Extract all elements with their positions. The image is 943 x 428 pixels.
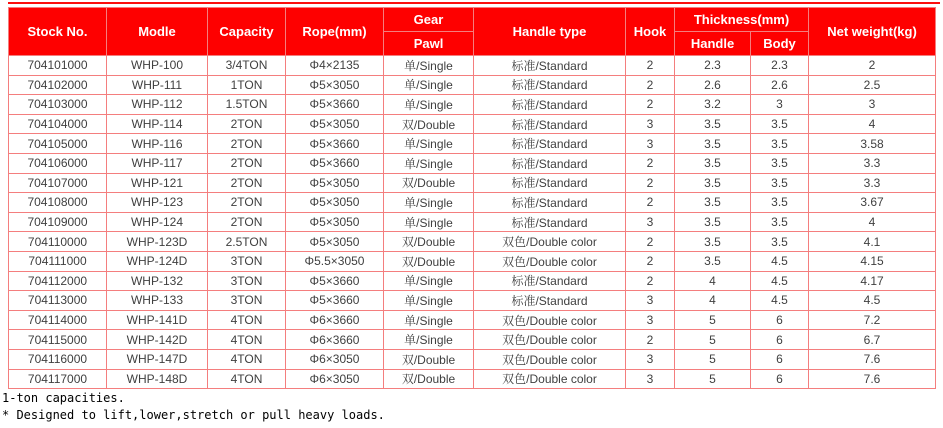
table-row (9, 330, 936, 350)
cell-net-weight: 3.67 (809, 193, 936, 213)
col-header-handle-type: Handle type (474, 8, 626, 56)
cell-hook: 2 (626, 75, 675, 95)
cell-capacity: 4TON (208, 330, 286, 350)
cell-gear-pawl: 双/Double (384, 232, 474, 252)
cell-gear-pawl: 单/Single (384, 310, 474, 330)
cell-rope: Φ5.5×3050 (286, 251, 384, 271)
cell-stock-no: 704109000 (9, 212, 107, 232)
cell-thickness-handle: 5 (675, 330, 751, 350)
cell-stock-no: 704116000 (9, 349, 107, 369)
cell-gear-pawl: 单/Single (384, 95, 474, 115)
cell-hook: 3 (626, 369, 675, 389)
cell-model: WHP-124 (107, 212, 208, 232)
cell-model: WHP-141D (107, 310, 208, 330)
cell-hook: 3 (626, 212, 675, 232)
cell-rope: Φ5×3660 (286, 134, 384, 154)
cell-thickness-handle: 4 (675, 271, 751, 291)
cell-thickness-handle: 5 (675, 310, 751, 330)
cell-thickness-handle: 3.5 (675, 193, 751, 213)
cell-net-weight: 7.6 (809, 369, 936, 389)
table-row (9, 369, 936, 389)
cell-net-weight: 3.3 (809, 153, 936, 173)
top-rule (8, 2, 940, 4)
cell-handle-type: 标准/Standard (474, 153, 626, 173)
cell-rope: Φ5×3050 (286, 114, 384, 134)
cell-model: WHP-142D (107, 330, 208, 350)
cell-capacity: 4TON (208, 349, 286, 369)
cell-stock-no: 704104000 (9, 114, 107, 134)
cell-rope: Φ5×3660 (286, 153, 384, 173)
cell-handle-type: 标准/Standard (474, 134, 626, 154)
cell-thickness-body: 4.5 (751, 291, 809, 311)
table-row (9, 134, 936, 154)
cell-handle-type: 双色/Double color (474, 251, 626, 271)
cell-handle-type: 双色/Double color (474, 310, 626, 330)
cell-hook: 3 (626, 291, 675, 311)
cell-capacity: 2.5TON (208, 232, 286, 252)
cell-thickness-handle: 3.5 (675, 251, 751, 271)
cell-stock-no: 704113000 (9, 291, 107, 311)
cell-thickness-body: 6 (751, 369, 809, 389)
cell-stock-no: 704117000 (9, 369, 107, 389)
col-header-rope: Rope(mm) (286, 8, 384, 56)
cell-hook: 2 (626, 193, 675, 213)
cell-rope: Φ6×3660 (286, 310, 384, 330)
cell-thickness-body: 6 (751, 349, 809, 369)
cell-hook: 2 (626, 95, 675, 115)
cell-capacity: 2TON (208, 134, 286, 154)
cell-thickness-handle: 3.2 (675, 95, 751, 115)
table-row (9, 310, 936, 330)
cell-model: WHP-123D (107, 232, 208, 252)
cell-handle-type: 标准/Standard (474, 271, 626, 291)
cell-model: WHP-116 (107, 134, 208, 154)
cell-gear-pawl: 双/Double (384, 349, 474, 369)
cell-model: WHP-121 (107, 173, 208, 193)
table-row (9, 75, 936, 95)
cell-capacity: 3TON (208, 271, 286, 291)
table-row (9, 173, 936, 193)
cell-rope: Φ6×3660 (286, 330, 384, 350)
cell-hook: 2 (626, 251, 675, 271)
cell-gear-pawl: 单/Single (384, 75, 474, 95)
cell-thickness-body: 2.3 (751, 56, 809, 76)
cell-gear-pawl: 单/Single (384, 193, 474, 213)
cell-net-weight: 7.2 (809, 310, 936, 330)
cell-model: WHP-147D (107, 349, 208, 369)
cell-stock-no: 704107000 (9, 173, 107, 193)
cell-thickness-handle: 3.5 (675, 173, 751, 193)
cell-thickness-handle: 3.5 (675, 153, 751, 173)
cell-stock-no: 704111000 (9, 251, 107, 271)
cell-rope: Φ6×3050 (286, 349, 384, 369)
cell-stock-no: 704108000 (9, 193, 107, 213)
cell-thickness-handle: 5 (675, 369, 751, 389)
cell-gear-pawl: 单/Single (384, 271, 474, 291)
cell-thickness-body: 4.5 (751, 271, 809, 291)
col-header-model: Modle (107, 8, 208, 56)
cell-capacity: 2TON (208, 114, 286, 134)
cell-handle-type: 标准/Standard (474, 56, 626, 76)
cell-handle-type: 标准/Standard (474, 212, 626, 232)
cell-thickness-body: 3 (751, 95, 809, 115)
cell-rope: Φ5×3660 (286, 95, 384, 115)
cell-stock-no: 704110000 (9, 232, 107, 252)
cell-handle-type: 标准/Standard (474, 114, 626, 134)
cell-gear-pawl: 单/Single (384, 291, 474, 311)
cell-handle-type: 双色/Double color (474, 349, 626, 369)
cell-rope: Φ4×2135 (286, 56, 384, 76)
cell-hook: 3 (626, 114, 675, 134)
cell-capacity: 2TON (208, 153, 286, 173)
cell-thickness-handle: 3.5 (675, 114, 751, 134)
cell-thickness-handle: 3.5 (675, 212, 751, 232)
cell-stock-no: 704106000 (9, 153, 107, 173)
cell-capacity: 4TON (208, 369, 286, 389)
cell-net-weight: 4 (809, 114, 936, 134)
cell-hook: 2 (626, 173, 675, 193)
cell-net-weight: 4.5 (809, 291, 936, 311)
cell-gear-pawl: 双/Double (384, 251, 474, 271)
table-row (9, 193, 936, 213)
cell-capacity: 2TON (208, 193, 286, 213)
cell-thickness-handle: 4 (675, 291, 751, 311)
cell-net-weight: 4.17 (809, 271, 936, 291)
header-row-top (9, 8, 936, 32)
cell-hook: 3 (626, 349, 675, 369)
col-header-thickness: Thickness(mm) (675, 8, 809, 32)
table-body (9, 56, 936, 389)
cell-net-weight: 4 (809, 212, 936, 232)
cell-gear-pawl: 双/Double (384, 173, 474, 193)
cell-net-weight: 3.58 (809, 134, 936, 154)
cell-model: WHP-111 (107, 75, 208, 95)
table-row (9, 114, 936, 134)
cell-stock-no: 704101000 (9, 56, 107, 76)
col-header-net-weight: Net weight(kg) (809, 8, 936, 56)
cell-net-weight: 7.6 (809, 349, 936, 369)
cell-handle-type: 双色/Double color (474, 232, 626, 252)
product-spec-table (8, 7, 936, 389)
cell-capacity: 3TON (208, 291, 286, 311)
cell-gear-pawl: 单/Single (384, 56, 474, 76)
cell-capacity: 3/4TON (208, 56, 286, 76)
cell-capacity: 3TON (208, 251, 286, 271)
cell-hook: 2 (626, 271, 675, 291)
cell-rope: Φ5×3050 (286, 212, 384, 232)
cell-thickness-handle: 3.5 (675, 232, 751, 252)
cell-thickness-body: 4.5 (751, 251, 809, 271)
cell-rope: Φ5×3050 (286, 173, 384, 193)
footnote-line-2: * Designed to lift,lower,stretch or pull heavy loads. (2, 408, 385, 422)
cell-rope: Φ5×3660 (286, 291, 384, 311)
cell-gear-pawl: 双/Double (384, 114, 474, 134)
cell-rope: Φ5×3050 (286, 193, 384, 213)
cell-thickness-handle: 3.5 (675, 134, 751, 154)
cell-hook: 2 (626, 153, 675, 173)
cell-hook: 2 (626, 330, 675, 350)
table-row (9, 56, 936, 76)
cell-model: WHP-117 (107, 153, 208, 173)
cell-stock-no: 704105000 (9, 134, 107, 154)
cell-handle-type: 双色/Double color (474, 369, 626, 389)
cell-thickness-body: 3.5 (751, 173, 809, 193)
cell-net-weight: 3 (809, 95, 936, 115)
cell-thickness-body: 6 (751, 330, 809, 350)
cell-model: WHP-123 (107, 193, 208, 213)
cell-handle-type: 标准/Standard (474, 95, 626, 115)
cell-hook: 3 (626, 134, 675, 154)
table-row (9, 349, 936, 369)
col-header-pawl: Pawl (384, 32, 474, 56)
col-header-thickness-body: Body (751, 32, 809, 56)
cell-model: WHP-112 (107, 95, 208, 115)
cell-model: WHP-124D (107, 251, 208, 271)
cell-rope: Φ5×3050 (286, 232, 384, 252)
cell-capacity: 2TON (208, 173, 286, 193)
cell-capacity: 1.5TON (208, 95, 286, 115)
table-header (9, 8, 936, 56)
cell-hook: 3 (626, 310, 675, 330)
cell-hook: 2 (626, 56, 675, 76)
cell-handle-type: 标准/Standard (474, 291, 626, 311)
cell-thickness-handle: 5 (675, 349, 751, 369)
table-row (9, 153, 936, 173)
cell-thickness-body: 2.6 (751, 75, 809, 95)
cell-model: WHP-132 (107, 271, 208, 291)
cell-thickness-handle: 2.6 (675, 75, 751, 95)
cell-thickness-body: 3.5 (751, 114, 809, 134)
cell-handle-type: 标准/Standard (474, 173, 626, 193)
cell-net-weight: 4.15 (809, 251, 936, 271)
cell-stock-no: 704114000 (9, 310, 107, 330)
cell-stock-no: 704112000 (9, 271, 107, 291)
cell-model: WHP-148D (107, 369, 208, 389)
table-row (9, 251, 936, 271)
cell-net-weight: 6.7 (809, 330, 936, 350)
table-row (9, 95, 936, 115)
cell-stock-no: 704102000 (9, 75, 107, 95)
cell-net-weight: 4.1 (809, 232, 936, 252)
cell-handle-type: 双色/Double color (474, 330, 626, 350)
cell-net-weight: 2 (809, 56, 936, 76)
cell-gear-pawl: 单/Single (384, 153, 474, 173)
cell-model: WHP-100 (107, 56, 208, 76)
col-header-gear: Gear (384, 8, 474, 32)
cell-rope: Φ5×3050 (286, 75, 384, 95)
cell-net-weight: 2.5 (809, 75, 936, 95)
cell-rope: Φ5×3660 (286, 271, 384, 291)
cell-capacity: 1TON (208, 75, 286, 95)
cell-thickness-body: 3.5 (751, 134, 809, 154)
cell-thickness-body: 3.5 (751, 212, 809, 232)
cell-thickness-handle: 2.3 (675, 56, 751, 76)
cell-thickness-body: 3.5 (751, 193, 809, 213)
cell-model: WHP-133 (107, 291, 208, 311)
table-row (9, 232, 936, 252)
col-header-capacity: Capacity (208, 8, 286, 56)
cell-gear-pawl: 单/Single (384, 134, 474, 154)
table-row (9, 271, 936, 291)
cell-handle-type: 标准/Standard (474, 75, 626, 95)
cell-thickness-body: 3.5 (751, 153, 809, 173)
table-row (9, 291, 936, 311)
cell-capacity: 2TON (208, 212, 286, 232)
col-header-stock-no: Stock No. (9, 8, 107, 56)
footnote-line-1: 1-ton capacities. (2, 391, 125, 405)
cell-stock-no: 704103000 (9, 95, 107, 115)
cell-thickness-body: 6 (751, 310, 809, 330)
cell-gear-pawl: 双/Double (384, 369, 474, 389)
col-header-thickness-handle: Handle (675, 32, 751, 56)
cell-gear-pawl: 单/Single (384, 330, 474, 350)
cell-stock-no: 704115000 (9, 330, 107, 350)
cell-rope: Φ6×3050 (286, 369, 384, 389)
cell-capacity: 4TON (208, 310, 286, 330)
table-row (9, 212, 936, 232)
cell-hook: 2 (626, 232, 675, 252)
cell-model: WHP-114 (107, 114, 208, 134)
cell-thickness-body: 3.5 (751, 232, 809, 252)
cell-net-weight: 3.3 (809, 173, 936, 193)
footnotes (2, 390, 941, 424)
cell-gear-pawl: 单/Single (384, 212, 474, 232)
cell-handle-type: 标准/Standard (474, 193, 626, 213)
col-header-hook: Hook (626, 8, 675, 56)
